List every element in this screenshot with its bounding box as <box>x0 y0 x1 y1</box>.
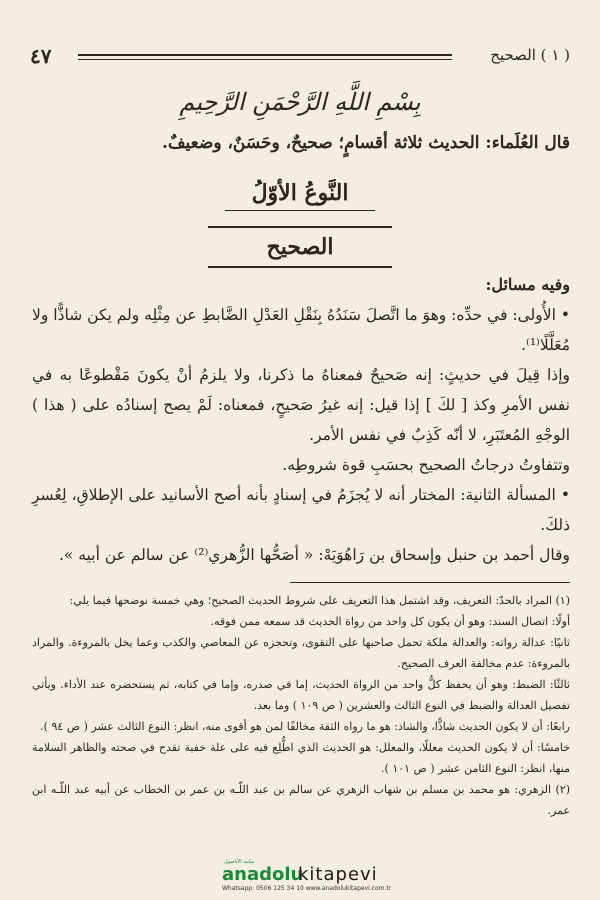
stamp-brand-green: anadolu <box>222 864 304 885</box>
header-rule <box>78 54 452 60</box>
stamp-contact: Whatsapp: 0506 125 34 10 www.anadolukitapevi.com.tr <box>222 885 392 892</box>
body-paragraph: • المسألة الثانية: المختار أنه لا يُجزَمُ في إسنادٍ بأنه أصح الأسانيد على الإطلاقِ، لِعُسرِ ذلكَ. <box>32 486 570 534</box>
type-heading: النَّوعُ الأوّلُ <box>251 180 349 206</box>
stamp-small-text: مكتبة الأناضول <box>224 859 255 865</box>
body-paragraph: وإذا قِيلَ في حديثٍ: إنه صَحيحٌ فمعناهُ ما ذكرنا، ولا يلزمُ أنْ يكونَ مَقْطوعًا به في نفس الأمرِ وكذ [ لكَ ] إذا قيل: إنه غيرُ صَحيحٍ، فمعناه: لَمْ يصح إسنادُه على ( هذا ) الوجْهِ المُعتَبَرِ، لا أنّه كَذِبٌ في نفس الأمر. <box>32 366 570 444</box>
footnote: ثانيًا: عدالة رواته: والعدالة ملكة تحمل صاحبها على التقوى، وتحجزه عن المعاصي والكذب وعما يخل بالمروءة. والمراد بالمروءة: عدم مخالفة العرف الصحيح. <box>32 636 570 670</box>
section-title-box <box>208 226 392 268</box>
body-text <box>32 270 570 570</box>
footnotes <box>32 590 570 821</box>
footnote: (٢) الزهري: هو محمد بن مسلم بن شهاب الزهري عن سالم بن عبد اللّـه بن عمر بن الخطاب عن أبيه عبد اللّـه ابن عمر. <box>32 783 570 817</box>
bookstore-stamp <box>222 859 392 894</box>
page-number: ٤٧ <box>30 44 52 68</box>
footnote: (١) المراد بالحدّ: التعريف، وقد اشتمل هذا التعريف على شروط الحديث الصحيح؛ وهي خمسة نوضحها فيما يلي: <box>69 594 570 607</box>
section-title: الصحيح <box>266 234 334 260</box>
footnote: أولًا: اتصال السند: وهو أن يكون كل واحد من رواة الحديث قد سمعه ممن فوقه. <box>210 615 570 628</box>
stamp-brand-dark: kitapevi <box>298 864 378 885</box>
footnote-rule <box>290 582 570 583</box>
body-paragraph: • الأُولى: في حدِّه: وهوَ ما اتَّصلَ سَنَدُهُ بِنَقْلِ العَدْلِ الضَّابطِ عن مِثْلِه ولم يكن شاذًّا ولا مُعَلَّلًا⁽¹⁾. <box>32 306 570 354</box>
body-paragraph: وتتفاوتُ درجاتُ الصحيح بحسَبِ قوة شروطِه. <box>282 456 570 474</box>
footnote: ثالثًا: الضبط: وهو أن يحفظ كلُّ واحد من الرواة الحديث، إما في صدره، وإما في كتابه، ثم يستحضره عند الأداء. ويأتي تفصيل العدالة والضبط في النوع الثالث والعشرين ( ص ١٠٩ ) وما بعد. <box>32 678 570 712</box>
footnote: خامسًا: أن لا يكون الحديث معللًا، والمعلل: هو الحديث الذي اطُّلِع فيه على علة خفية تقدح في صحته والظاهر السلامة منها، انظر: النوع الثامن عشر ( ص ١٠١ ). <box>32 741 570 775</box>
type-heading-rule <box>225 210 375 211</box>
footnote: رابعًا: أن لا يكون الحديث شاذًّا، والشاذ: هو ما رواه الثقة مخالفًا لمن هو أقوى منه، انظر: النوع الثالث عشر ( ص ٩٤ ). <box>40 720 570 733</box>
chapter-title: ( ١ ) الصحيح <box>490 46 570 64</box>
body-paragraph: وقال أحمد بن حنبل وإسحاق بن رَاهُوَيَهْ: « أصَحُّها الزُّهري⁽²⁾ عن سالم عن أبيه ». <box>58 546 570 564</box>
running-header <box>30 44 570 70</box>
basmala: بِسْمِ اللَّهِ الرَّحْمَنِ الرَّحِيمِ <box>179 88 421 116</box>
intro-line: قال العُلَماء: الحديث ثلاثة أقسامٍ؛ صحيحٌ، وحَسَنٌ، وضعيفٌ. <box>162 133 570 153</box>
body-lead: وفيه مسائل: <box>485 275 570 294</box>
